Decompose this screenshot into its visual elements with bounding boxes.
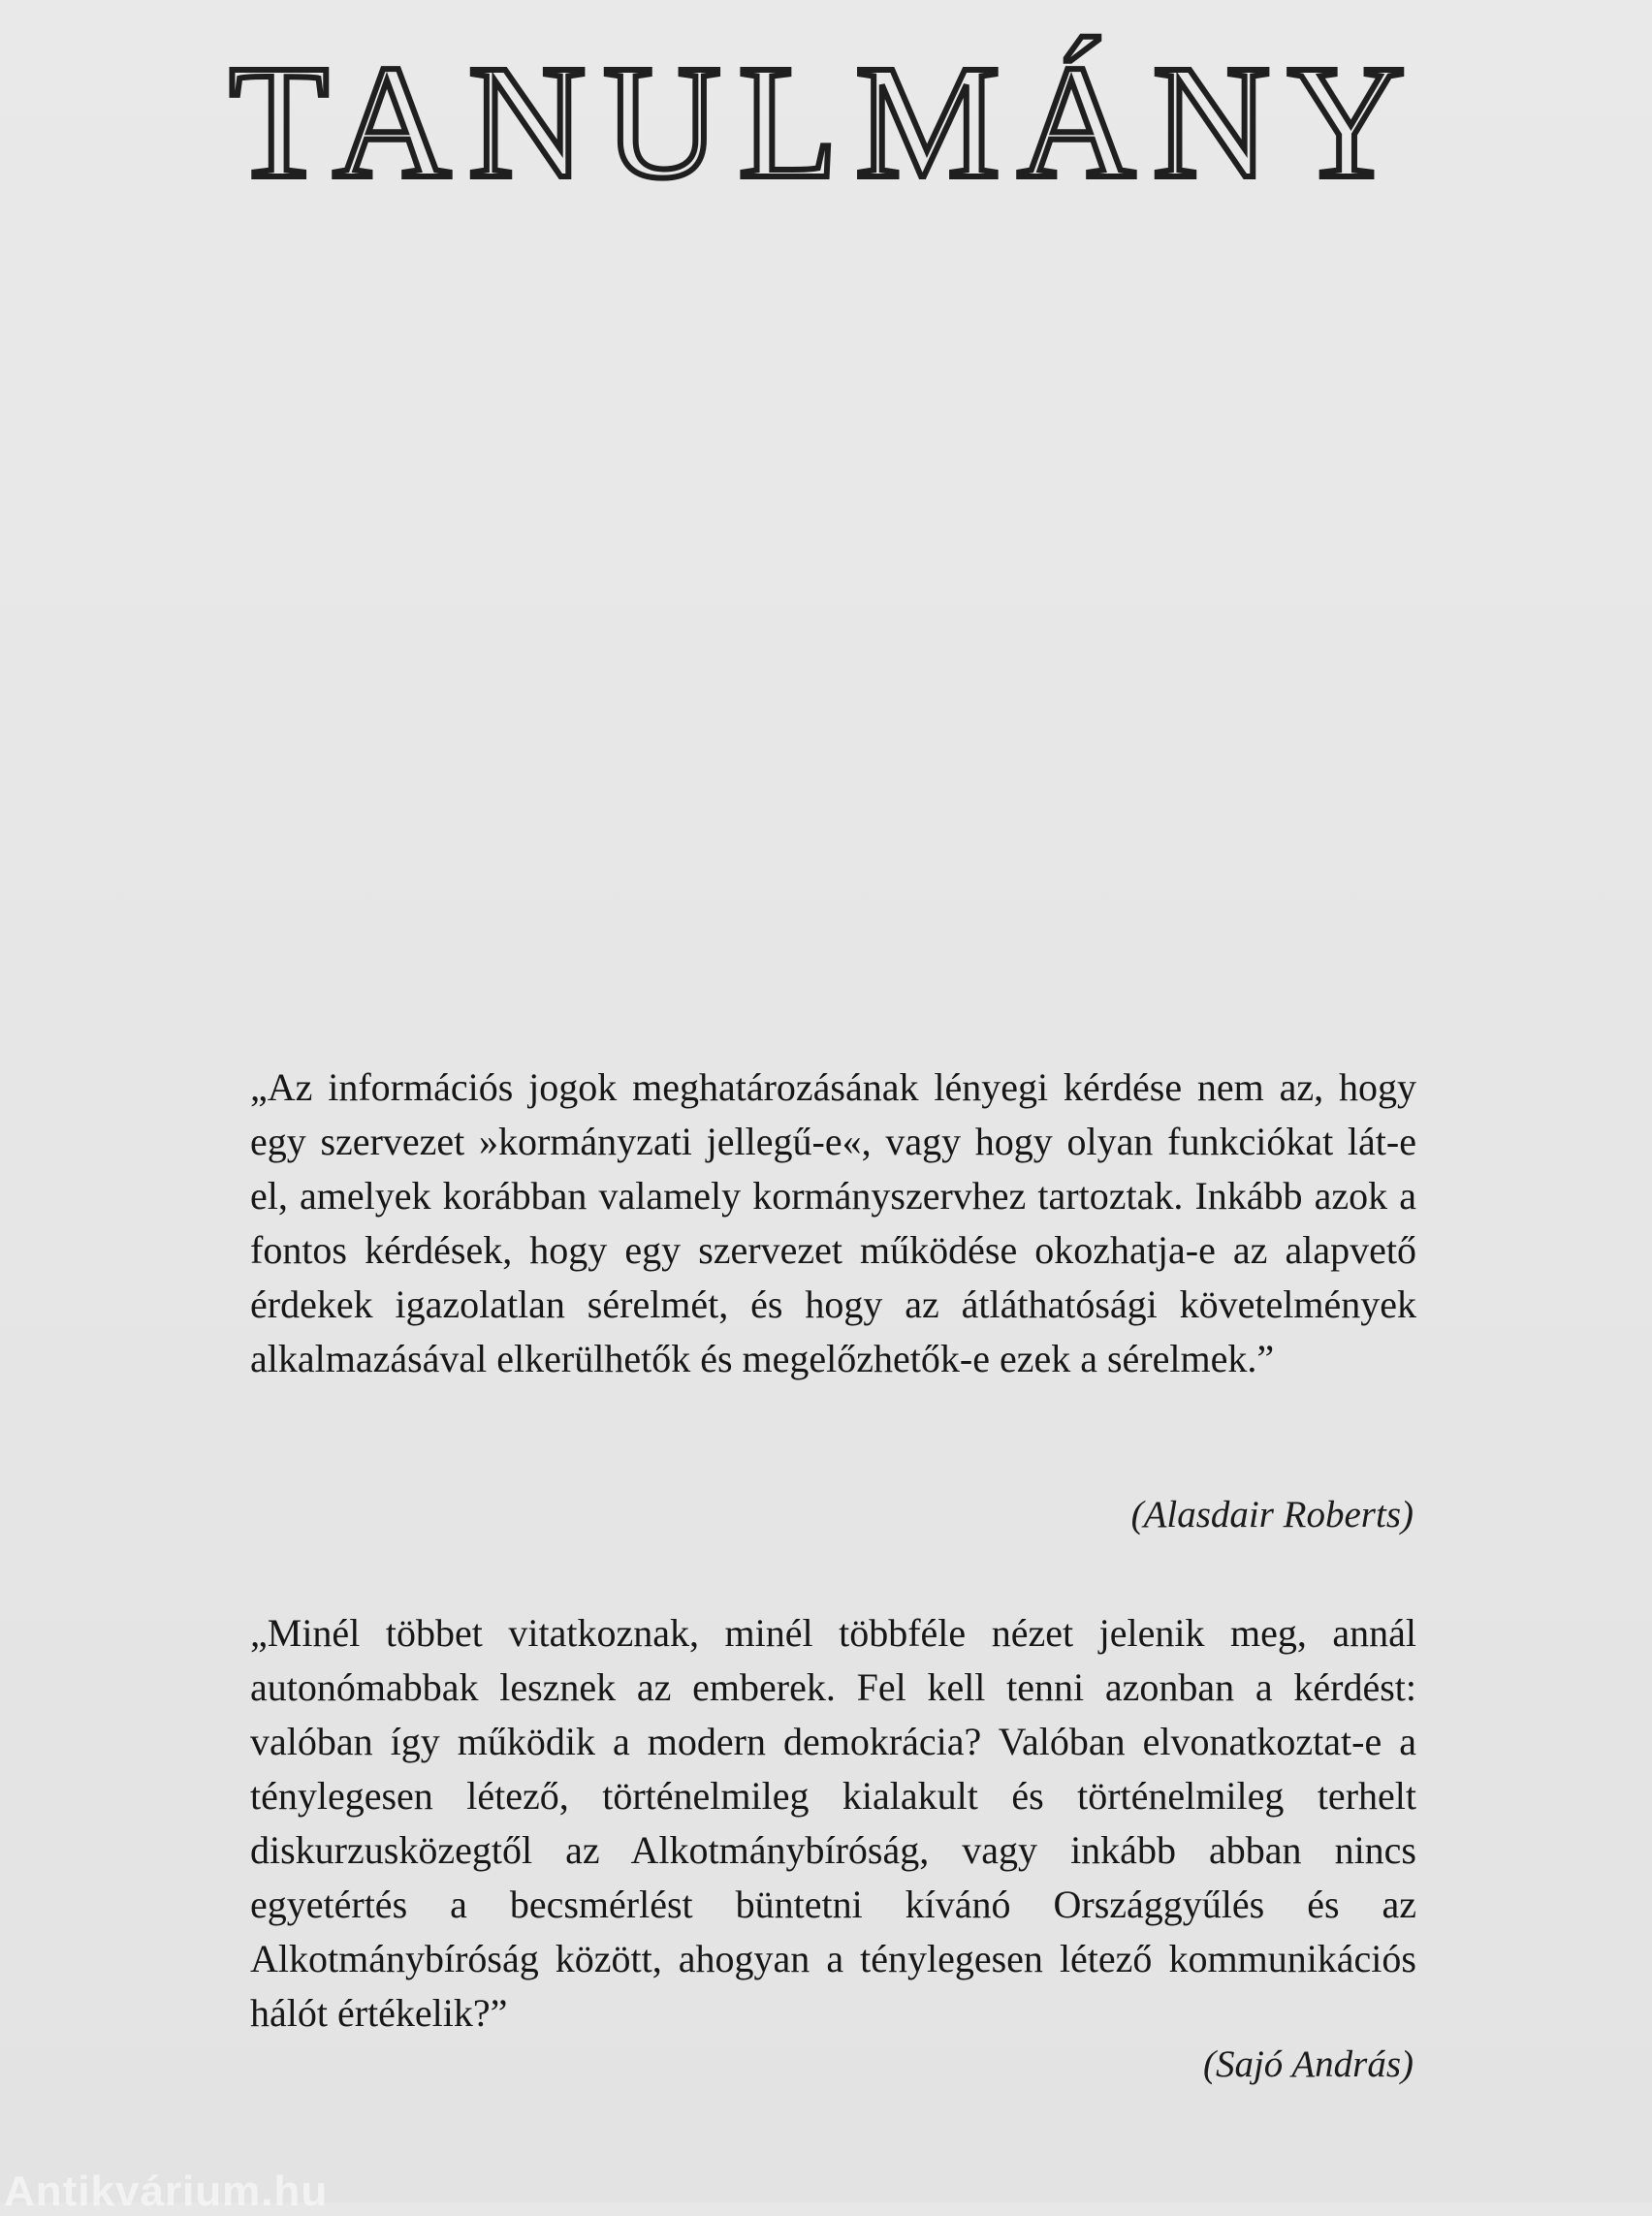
- quote-sajo-author: (Sajó András): [1202, 2043, 1414, 2085]
- quote-roberts: „Az információs jogok meghatározásának lényegi kérdése nem az, hogy egy szervezet »kormányzati jellegű-e«, vagy hogy olyan funkciókat lát-e el, amelyek korábban valamely kormányszervhez tartoztak. Inkább azok a fontos kérdések, hogy egy szervezet működése okozhatja-e az alapvető érdekek igazolatlan sérelmét, és hogy az átláthatósági követelmények alkalmazásával elkerülhetők és megelőzhetők-e ezek a sérelmek.”: [250, 1065, 1416, 1380]
- watermark: Antikvárium.hu: [4, 2168, 329, 2215]
- quote-roberts-author: (Alasdair Roberts): [1130, 1494, 1414, 1535]
- quote-sajo: „Minél többet vitatkoznak, minél többféle nézet jelenik meg, annál autonómabbak lesznek az emberek. Fel kell tenni azonban a kérdést: valóban így működik a modern demokrácia? Valóban elvonatkoztat-e a ténylegesen létező, történelmileg kialakult és történelmileg terhelt diskurzusközegtől az Alkotmánybíróság, vagy inkább abban nincs egyetértés a becsmérlést büntetni kívánó Országgyűlés és az Alkotmánybíróság között, ahogyan a ténylegesen létező kommunikációs hálót értékelik?”: [250, 1611, 1416, 2035]
- page-title: TANULMÁNY: [229, 32, 1423, 212]
